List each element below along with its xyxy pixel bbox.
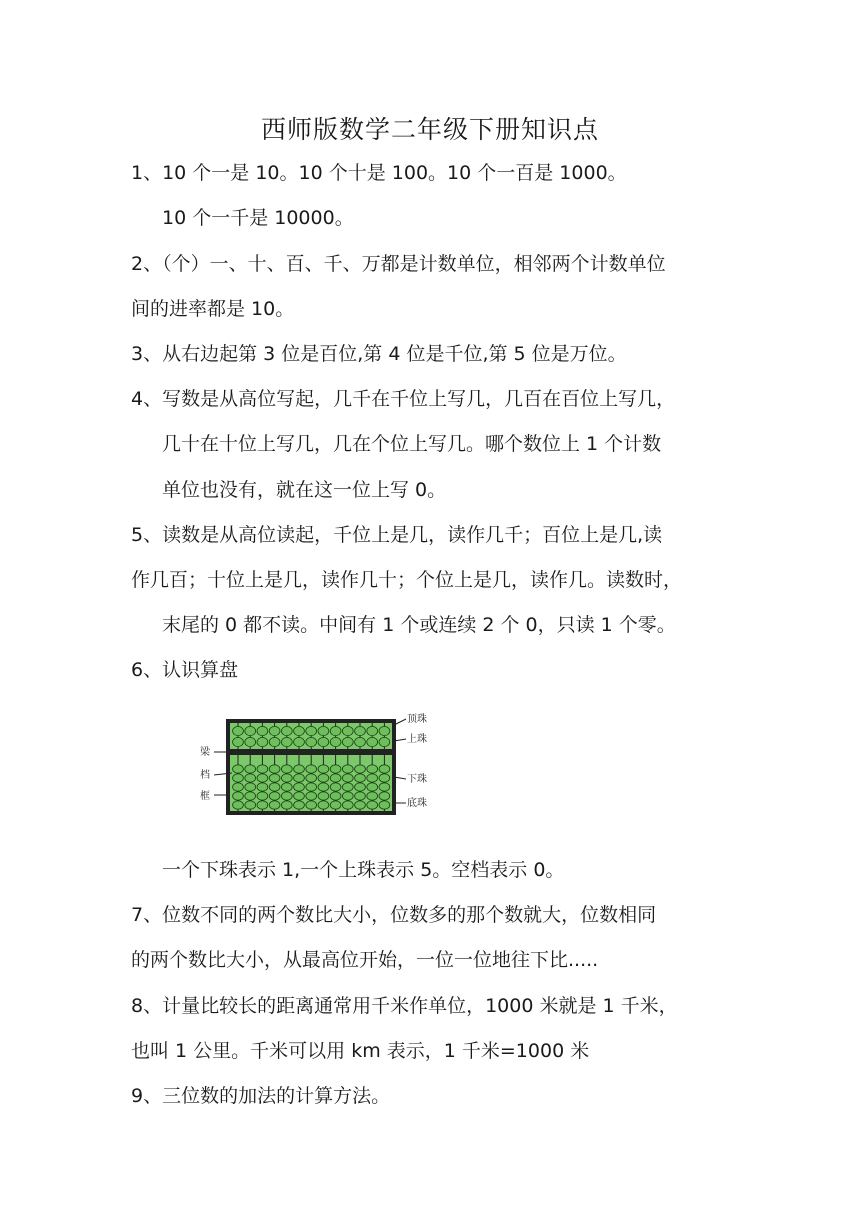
abacus-upper-bead xyxy=(306,726,317,735)
abacus-upper-bead xyxy=(379,737,390,746)
text-line-13: 一个下珠表示 1,一个上珠表示 5。空档表示 0。 xyxy=(162,859,565,881)
abacus-lower-bead xyxy=(355,792,366,800)
abacus-lower-bead xyxy=(379,774,390,782)
abacus-lower-bead xyxy=(269,792,280,800)
abacus-lower-bead xyxy=(233,765,244,773)
text-line-14: 7、位数不同的两个数比大小，位数多的那个数就大，位数相同 xyxy=(131,904,657,926)
abacus-upper-bead xyxy=(330,726,341,735)
abacus-upper-bead xyxy=(318,737,329,746)
abacus-lower-bead xyxy=(269,801,280,809)
text-line-11: 末尾的 0 都不读。中间有 1 个或连续 2 个 0，只读 1 个零。 xyxy=(162,614,676,636)
abacus-upper-bead xyxy=(281,726,292,735)
label-rod: 档 xyxy=(200,770,210,781)
abacus-upper-bead xyxy=(367,737,378,746)
abacus-lower-bead xyxy=(355,801,366,809)
abacus-upper-bead xyxy=(330,737,341,746)
label-frame: 框 xyxy=(200,791,210,802)
abacus-lower-bead xyxy=(306,783,317,791)
abacus-lower-bead xyxy=(379,765,390,773)
abacus-lower-bead xyxy=(330,765,341,773)
abacus-lower-bead xyxy=(379,792,390,800)
abacus-lower-bead xyxy=(367,774,378,782)
abacus-lower-bead xyxy=(257,783,268,791)
abacus-lower-bead xyxy=(233,783,244,791)
abacus-upper-bead xyxy=(306,737,317,746)
abacus-lower-bead xyxy=(306,801,317,809)
abacus-lower-bead xyxy=(306,774,317,782)
abacus-lower-bead xyxy=(379,801,390,809)
abacus-lower-bead xyxy=(330,783,341,791)
abacus-upper-bead xyxy=(269,726,280,735)
abacus-lower-bead xyxy=(257,792,268,800)
text-line-5: 3、从右边起第 3 位是百位,第 4 位是千位,第 5 位是万位。 xyxy=(131,343,627,365)
abacus-lower-bead xyxy=(233,792,244,800)
text-line-18: 9、三位数的加法的计算方法。 xyxy=(131,1085,391,1107)
abacus-lower-bead xyxy=(294,783,305,791)
abacus-lower-bead xyxy=(245,765,256,773)
abacus-upper-bead xyxy=(269,737,280,746)
abacus-lower-bead xyxy=(281,765,292,773)
abacus-upper-bead xyxy=(355,737,366,746)
abacus-upper-bead xyxy=(342,726,353,735)
abacus-lower-bead xyxy=(281,801,292,809)
label-lower-bead: 下珠 xyxy=(407,774,427,785)
abacus-lower-bead xyxy=(281,783,292,791)
label-top-bead: 顶珠 xyxy=(407,714,427,725)
abacus-lower-bead xyxy=(367,783,378,791)
abacus-lower-bead xyxy=(367,801,378,809)
abacus-lower-bead xyxy=(330,774,341,782)
abacus-lower-bead xyxy=(294,792,305,800)
text-line-7: 几十在十位上写几，几在个位上写几。哪个数位上 1 个计数 xyxy=(162,433,662,455)
abacus-lower-bead xyxy=(330,801,341,809)
label-beam: 梁 xyxy=(200,747,210,758)
text-line-17: 也叫 1 公里。千米可以用 km 表示，1 千米=1000 米 xyxy=(131,1040,590,1062)
abacus-lower-bead xyxy=(318,774,329,782)
abacus-lower-bead xyxy=(245,792,256,800)
abacus-lower-bead xyxy=(233,801,244,809)
text-line-15: 的两个数比大小，从最高位开始，一位一位地往下比..... xyxy=(131,949,599,971)
text-line-2: 10 个一千是 10000。 xyxy=(162,207,354,229)
abacus-lower-bead xyxy=(318,765,329,773)
abacus-upper-bead xyxy=(257,726,268,735)
abacus-lower-bead xyxy=(269,783,280,791)
abacus-lower-bead xyxy=(257,765,268,773)
abacus-upper-bead xyxy=(245,737,256,746)
abacus-lower-bead xyxy=(257,801,268,809)
text-line-9: 5、读数是从高位读起，千位上是几，读作几千；百位上是几,读 xyxy=(131,524,663,546)
abacus-lower-bead xyxy=(306,792,317,800)
abacus-lower-bead xyxy=(367,765,378,773)
text-line-16: 8、计量比较长的距离通常用千米作单位，1000 米就是 1 千米， xyxy=(131,995,678,1017)
abacus-lower-bead xyxy=(294,765,305,773)
abacus-upper-bead xyxy=(294,737,305,746)
abacus-lower-bead xyxy=(294,801,305,809)
abacus-upper-bead xyxy=(318,726,329,735)
abacus-upper-bead xyxy=(342,737,353,746)
abacus-lower-bead xyxy=(379,783,390,791)
abacus-lower-bead xyxy=(355,774,366,782)
abacus-upper-bead xyxy=(233,737,244,746)
abacus-lower-bead xyxy=(342,801,353,809)
abacus-lower-bead xyxy=(355,765,366,773)
text-line-8: 单位也没有，就在这一位上写 0。 xyxy=(162,479,447,501)
abacus-upper-bead xyxy=(281,737,292,746)
abacus-lower-bead xyxy=(342,765,353,773)
text-line-12: 6、认识算盘 xyxy=(131,659,239,681)
abacus-lower-bead xyxy=(269,774,280,782)
abacus-lower-bead xyxy=(245,783,256,791)
abacus-upper-bead xyxy=(233,726,244,735)
abacus-lower-bead xyxy=(342,783,353,791)
label-bottom-bead: 底珠 xyxy=(407,798,427,809)
abacus-lower-bead xyxy=(318,783,329,791)
abacus-upper-bead xyxy=(367,726,378,735)
abacus-upper-bead xyxy=(245,726,256,735)
abacus-lower-bead xyxy=(245,774,256,782)
abacus-lower-bead xyxy=(367,792,378,800)
abacus-lower-bead xyxy=(294,774,305,782)
abacus-lower-bead xyxy=(330,792,341,800)
abacus-lower-bead xyxy=(257,774,268,782)
text-line-6: 4、写数是从高位写起，几千在千位上写几，几百在百位上写几， xyxy=(131,388,676,410)
abacus-upper-bead xyxy=(355,726,366,735)
abacus-lower-bead xyxy=(342,792,353,800)
abacus-lower-bead xyxy=(281,774,292,782)
abacus-figure xyxy=(196,707,436,823)
abacus-lower-bead xyxy=(318,792,329,800)
label-upper-bead: 上珠 xyxy=(407,734,427,745)
abacus-upper-bead xyxy=(294,726,305,735)
text-line-3: 2、（个）一、十、百、千、万都是计数单位，相邻两个计数单位 xyxy=(131,253,666,275)
abacus-lower-bead xyxy=(306,765,317,773)
abacus-upper-bead xyxy=(379,726,390,735)
abacus-lower-bead xyxy=(245,801,256,809)
abacus-lower-bead xyxy=(281,792,292,800)
abacus-upper-bead xyxy=(257,737,268,746)
text-line-10: 作几百；十位上是几，读作几十；个位上是几，读作几。读数时， xyxy=(131,569,683,591)
abacus-lower-bead xyxy=(342,774,353,782)
abacus-lower-bead xyxy=(269,765,280,773)
text-line-4: 间的进率都是 10。 xyxy=(131,298,295,320)
page-title: 西师版数学二年级下册知识点 xyxy=(260,115,599,144)
abacus-lower-bead xyxy=(318,801,329,809)
abacus-lower-bead xyxy=(355,783,366,791)
abacus-lower-bead xyxy=(233,774,244,782)
text-line-1: 1、10 个一是 10。10 个十是 100。10 个一百是 1000。 xyxy=(131,162,627,184)
